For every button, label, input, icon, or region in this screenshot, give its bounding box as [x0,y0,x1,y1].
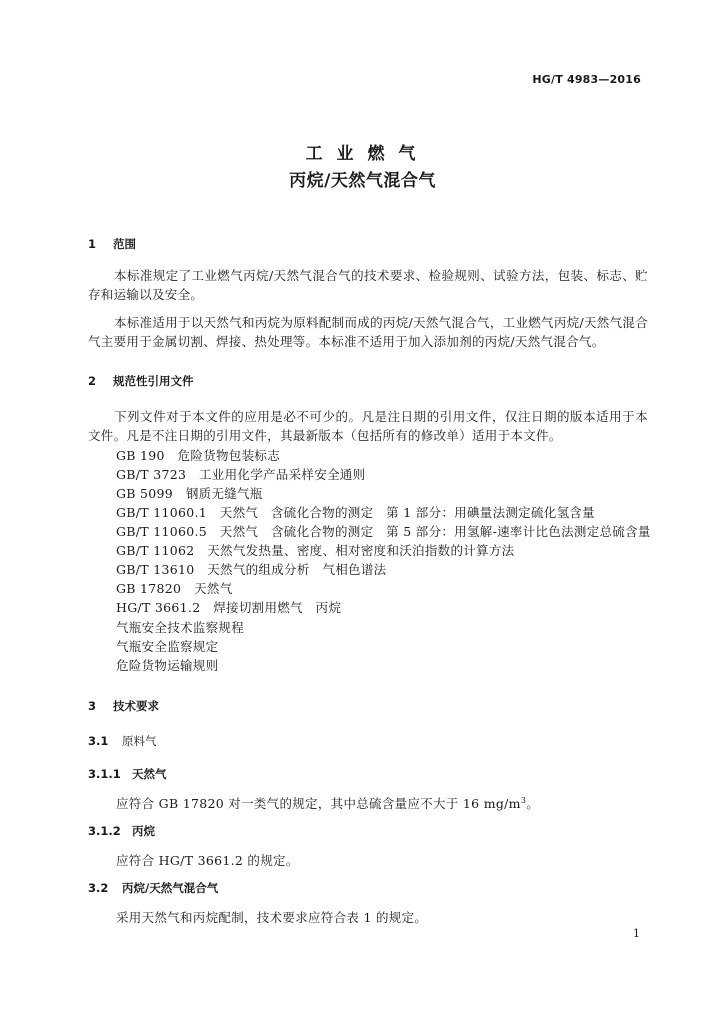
section-title: 天然气 [132,767,167,781]
section-3-2-heading [88,880,218,896]
text-end: 。 [526,796,540,811]
section-3-1-2-heading [88,823,155,839]
section-2-heading [88,373,194,389]
section-1-heading [88,236,136,252]
section-number: 1 [88,237,97,251]
section-number: 3 [88,699,97,713]
reference-item: GB/T 11062 天然气发热量、密度、相对密度和沃泊指数的计算方法 [116,543,515,558]
reference-item: GB/T 3723 工业用化学产品采样安全通则 [116,467,366,482]
section-number: 3.1 [88,734,109,748]
section-title: 范围 [113,237,136,251]
section-title: 丙烷 [132,824,155,838]
text-content: 应符合 GB 17820 对一类气的规定，其中总硫含量应不大于 16 mg/m [116,796,521,811]
section-number: 3.2 [88,881,109,895]
reference-item: GB 190 危险货物包装标志 [116,448,281,463]
section-3-heading [88,698,159,714]
section-number: 3.1.2 [88,824,121,838]
section-title: 技术要求 [113,699,159,713]
section-1-paragraph-2: 本标准适用于以天然气和丙烷为原料配制而成的丙烷/天然气混合气，工业燃气丙烷/天然气混合气主要用于金属切割、焊接、热处理等。本标准不适用于加入添加剂的丙烷/天然气混合气。 [88,315,648,349]
reference-item: GB 5099 钢质无缝气瓶 [116,486,263,501]
document-title-line1: 工 业 燃 气 [305,144,420,164]
reference-item: 气瓶安全技术监察规程 [116,620,245,635]
section-title: 原料气 [122,734,157,748]
section-3-1-1-heading [88,766,167,782]
reference-item: GB/T 11060.1 天然气 含硫化合物的测定 第 1 部分：用碘量法测定硫化氢含量 [116,505,595,520]
reference-item: GB/T 11060.5 天然气 含硫化合物的测定 第 5 部分：用氢解-速率计比色法测定总硫含量 [116,524,651,539]
section-2-intro: 下列文件对于本文件的应用是必不可少的。凡是注日期的引用文件，仅注日期的版本适用于本文件。凡是不注日期的引用文件，其最新版本（包括所有的修改单）适用于本文件。 [88,409,648,443]
reference-item: GB/T 13610 天然气的组成分析 气相色谱法 [116,562,387,577]
section-1-paragraph-1: 本标准规定了工业燃气丙烷/天然气混合气的技术要求、检验规则、试验方法，包装、标志、贮存和运输以及安全。 [88,268,648,302]
section-number: 2 [88,374,97,388]
section-title: 丙烷/天然气混合气 [122,881,219,895]
section-3-1-1-text [116,794,539,812]
reference-item: 危险货物运输规则 [116,658,219,673]
superscript: 3 [520,795,527,805]
section-number: 3.1.1 [88,767,121,781]
page-number: 1 [633,927,640,940]
reference-item: 气瓶安全监察规定 [116,639,219,654]
section-title: 规范性引用文件 [113,374,194,388]
document-title-line2: 丙烷/天然气混合气 [289,171,436,191]
section-3-2-text: 采用天然气和丙烷配制，技术要求应符合表 1 的规定。 [116,910,428,925]
section-3-1-2-text: 应符合 HG/T 3661.2 的规定。 [116,853,299,868]
reference-item: GB 17820 天然气 [116,581,233,596]
standard-code: HG/T 4983—2016 [532,73,641,86]
reference-item: HG/T 3661.2 焊接切割用燃气 丙烷 [116,600,342,615]
section-3-1-heading [88,733,157,749]
